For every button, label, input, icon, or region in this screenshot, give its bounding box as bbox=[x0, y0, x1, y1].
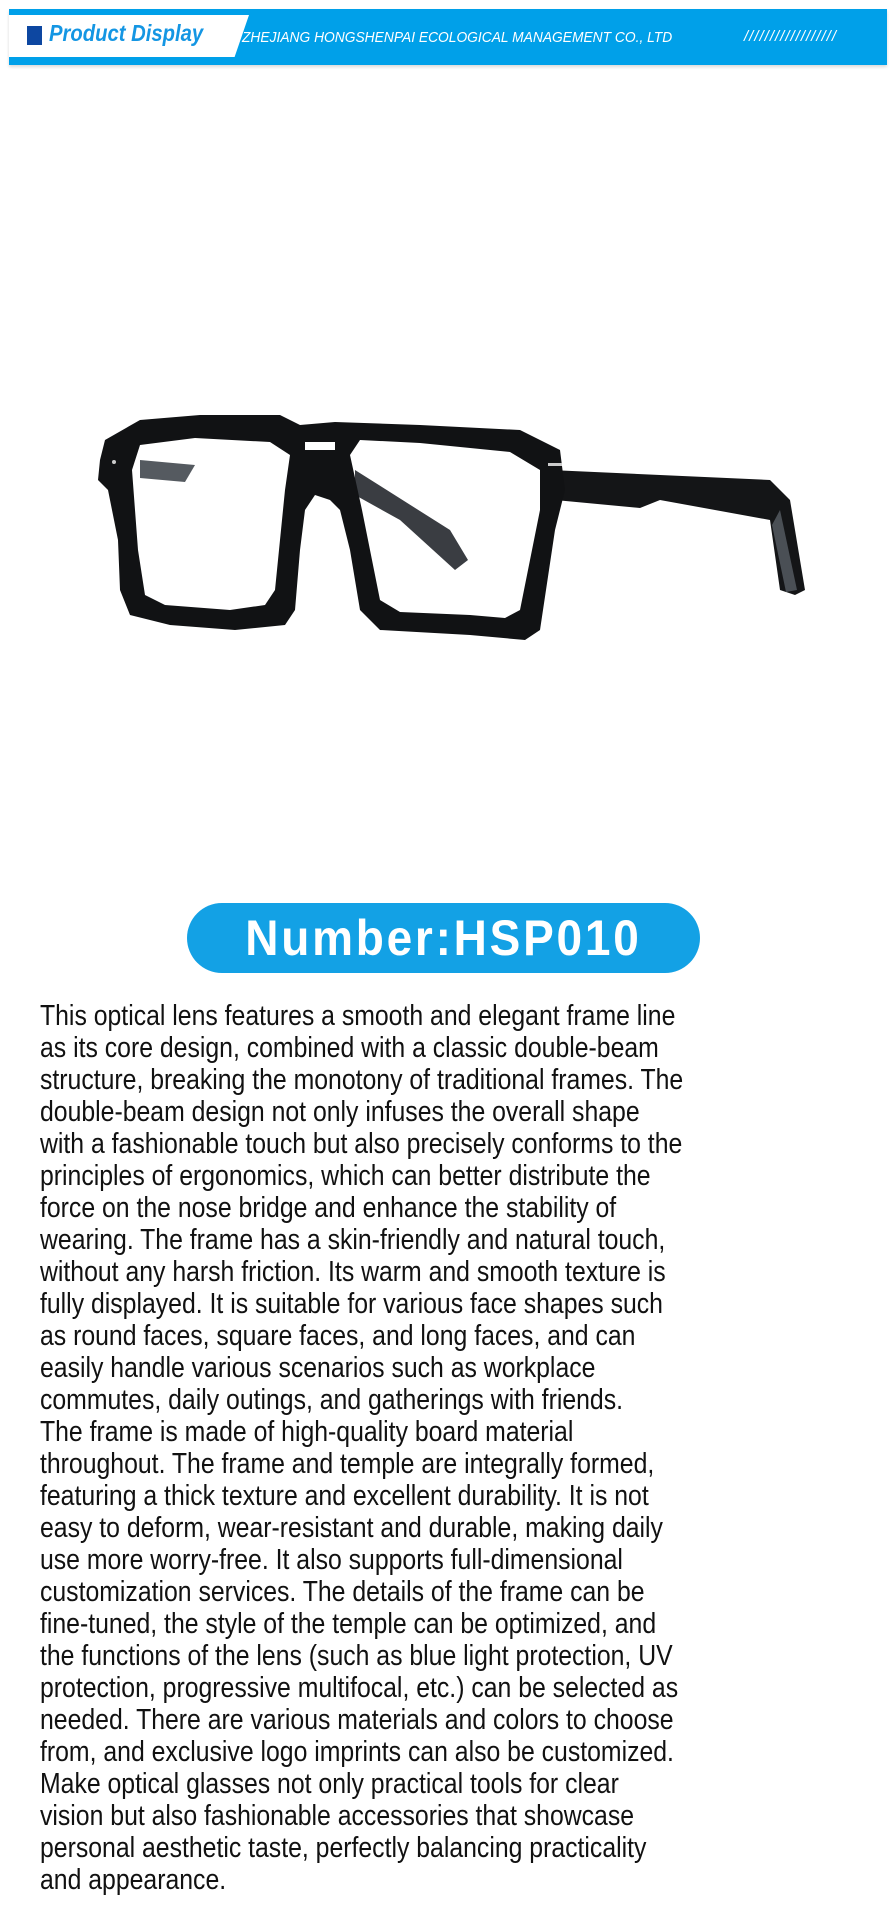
square-icon bbox=[27, 26, 42, 45]
description-line: from, and exclusive logo imprints can also be customized. bbox=[40, 1736, 674, 1768]
product-image bbox=[0, 70, 895, 870]
product-number-badge bbox=[187, 903, 700, 973]
description-line: principles of ergonomics, which can better distribute the bbox=[40, 1160, 651, 1192]
description-line: Make optical glasses not only practical tools for clear bbox=[40, 1768, 619, 1800]
hinge-rivet bbox=[548, 463, 562, 466]
section-header bbox=[9, 9, 887, 65]
description-line: fully displayed. It is suitable for various face shapes such bbox=[40, 1288, 663, 1320]
description-line: protection, progressive multifocal, etc.) can be selected as bbox=[40, 1672, 679, 1704]
description-line: use more worry-free. It also supports full-dimensional bbox=[40, 1544, 623, 1576]
product-description bbox=[40, 1000, 890, 1896]
description-line: double-beam design not only infuses the overall shape bbox=[40, 1096, 640, 1128]
description-line: structure, breaking the monotony of traditional frames. The bbox=[40, 1064, 684, 1096]
product-number: Number:HSP010 bbox=[245, 910, 642, 966]
eyeglasses-illustration bbox=[0, 70, 895, 870]
description-line: force on the nose bridge and enhance the stability of bbox=[40, 1192, 617, 1224]
description-line: throughout. The frame and temple are integrally formed, bbox=[40, 1448, 655, 1480]
description-line: customization services. The details of the frame can be bbox=[40, 1576, 645, 1608]
description-line: personal aesthetic taste, perfectly balancing practicality bbox=[40, 1832, 647, 1864]
description-line: wearing. The frame has a skin-friendly and natural touch, bbox=[40, 1224, 666, 1256]
description-line: with a fashionable touch but also precisely conforms to the bbox=[40, 1128, 683, 1160]
description-line: commutes, daily outings, and gatherings with friends. bbox=[40, 1384, 623, 1416]
description-line: vision but also fashionable accessories that showcase bbox=[40, 1800, 635, 1832]
description-line: The frame is made of high-quality board material bbox=[40, 1416, 574, 1448]
description-line: This optical lens features a smooth and elegant frame line bbox=[40, 1000, 676, 1032]
description-line: needed. There are various materials and colors to choose bbox=[40, 1704, 674, 1736]
slash-decoration: ////////////////// bbox=[744, 28, 838, 45]
description-line: as its core design, combined with a classic double-beam bbox=[40, 1032, 659, 1064]
company-name: ZHEJIANG HONGSHENPAI ECOLOGICAL MANAGEMENT CO., LTD bbox=[242, 29, 673, 46]
description-line: and appearance. bbox=[40, 1864, 227, 1896]
frame-front bbox=[98, 415, 565, 640]
description-line: as round faces, square faces, and long faces, and can bbox=[40, 1320, 636, 1352]
section-title: Product Display bbox=[49, 20, 204, 46]
description-line: fine-tuned, the style of the temple can be optimized, and bbox=[40, 1608, 657, 1640]
right-temple bbox=[550, 470, 805, 595]
description-line: easily handle various scenarios such as workplace bbox=[40, 1352, 596, 1384]
description-line: without any harsh friction. Its warm and smooth texture is bbox=[40, 1256, 666, 1288]
hinge-rivet bbox=[112, 460, 116, 464]
description-line: featuring a thick texture and excellent durability. It is not bbox=[40, 1480, 649, 1512]
description-line: easy to deform, wear-resistant and durable, making daily bbox=[40, 1512, 663, 1544]
description-line: the functions of the lens (such as blue light protection, UV bbox=[40, 1640, 673, 1672]
